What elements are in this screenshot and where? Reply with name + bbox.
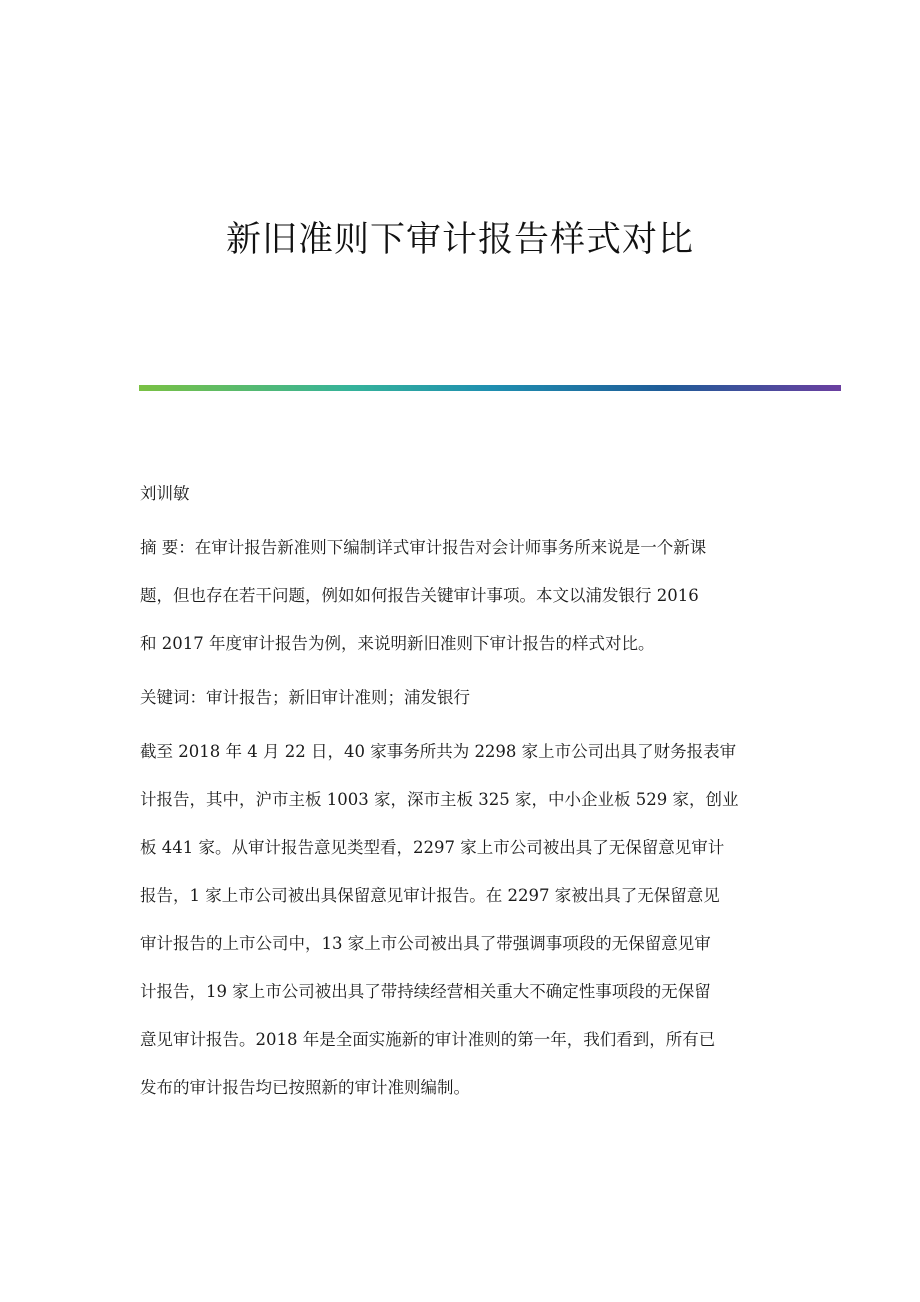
author-name: 刘训敏 [140,484,190,503]
keywords: 关键词：审计报告；新旧审计准则；浦发银行 [140,688,470,707]
body-line: 审计报告的上市公司中，13 家上市公司被出具了带强调事项段的无保留意见审 [140,934,711,953]
body-line: 截至 2018 年 4 月 22 日，40 家事务所共为 2298 家上市公司出具了财务报表审 [140,742,737,761]
body-paragraph [140,728,785,1112]
body-line: 报告，1 家上市公司被出具保留意见审计报告。在 2297 家被出具了无保留意见 [140,886,720,905]
body-line: 计报告，其中，沪市主板 1003 家，深市主板 325 家，中小企业板 529 家，创业 [140,790,739,809]
abstract [140,524,785,668]
body-line: 意见审计报告。2018 年是全面实施新的审计准则的第一年，我们看到，所有已 [140,1030,716,1049]
body-line: 板 441 家。从审计报告意见类型看，2297 家上市公司被出具了无保留意见审计 [140,838,725,857]
body-line: 计报告，19 家上市公司被出具了带持续经营相关重大不确定性事项段的无保留 [140,982,711,1001]
gradient-divider [139,385,841,391]
abstract-line: 摘 要：在审计报告新准则下编制详式审计报告对会计师事务所来说是一个新课 [140,538,707,557]
document-body [140,470,785,1112]
abstract-line: 题，但也存在若干问题，例如如何报告关键审计事项。本文以浦发银行 2016 [140,586,699,605]
abstract-line: 和 2017 年度审计报告为例，来说明新旧准则下审计报告的样式对比。 [140,634,655,653]
body-line: 发布的审计报告均已按照新的审计准则编制。 [140,1078,470,1097]
document-title: 新旧准则下审计报告样式对比 [225,220,694,260]
